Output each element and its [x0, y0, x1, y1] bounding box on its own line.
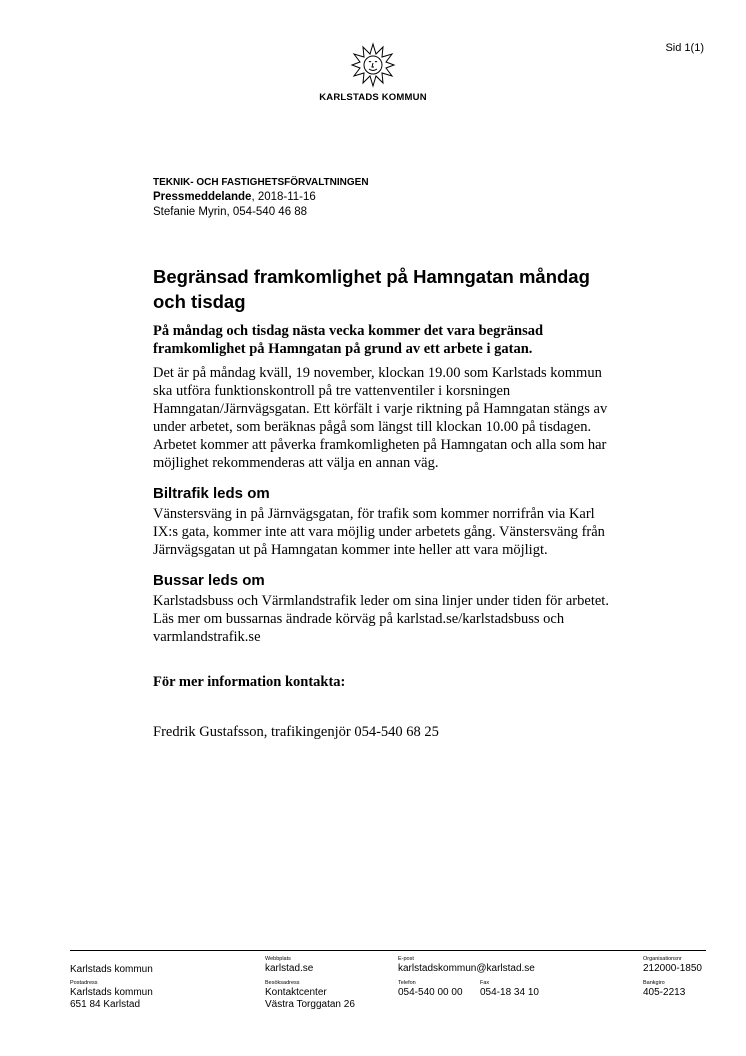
- logo: [0, 42, 746, 103]
- article-intro: Det är på måndag kväll, 19 november, klockan 19.00 som Karlstads kommun ska utföra funktionskontroll på tre vattenventiler i korsningen Hamngatan/Järnvägsgatan. Ett körfält i varje riktning på Hamngatan stängs av under arbetet, som beräknas pågå som längst till klockan 10.00 på tisdagen. Arbetet kommer att påverka framkomligheten på Hamngatan och alla som har möjlighet rekommenderas att välja en annan väg.: [153, 365, 608, 471]
- footer-phone: [398, 980, 463, 999]
- footer-bankgiro-label: Bankgiro: [643, 980, 665, 986]
- footer-org-name: Karlstads kommun: [70, 964, 153, 975]
- contact-line: Stefanie Myrin, 054-540 46 88: [153, 206, 308, 218]
- footer-org: [70, 964, 153, 976]
- footer-email: [398, 956, 535, 975]
- footer-post-line1: Karlstads kommun: [70, 987, 153, 998]
- article-title: Begränsad framkomlighet på Hamngatan måndag och tisdag: [153, 266, 590, 312]
- contact-heading: För mer information kontakta:: [153, 674, 346, 690]
- contact-person: Fredrik Gustafsson, trafikingenjör 054-540 68 25: [153, 724, 439, 740]
- footer-web-value: karlstad.se: [265, 963, 314, 974]
- footer-post: [70, 980, 153, 1011]
- article: [153, 264, 623, 741]
- article-lead: På måndag och tisdag nästa vecka kommer det vara begränsad framkomlighet på Hamngatan på grund av ett arbete i gatan.: [153, 323, 544, 357]
- footer-bankgiro-value: 405-2213: [643, 987, 686, 998]
- page-number: Sid 1(1): [665, 42, 704, 54]
- department-name: TEKNIK- OCH FASTIGHETSFÖRVALTNINGEN: [153, 177, 369, 188]
- footer-phone-value: 054-540 00 00: [398, 987, 463, 998]
- footer-orgnr-label: Organisationsnr: [643, 956, 682, 962]
- press-label: Pressmeddelande: [153, 191, 252, 203]
- section-heading-biltrafik: Biltrafik leds om: [153, 485, 270, 502]
- footer-visit-line2: Västra Torggatan 26: [265, 999, 355, 1010]
- section-text-biltrafik: Vänstersväng in på Järnvägsgatan, för trafik som kommer norrifrån via Karl IX:s gata, kommer inte att vara möjlig under arbetets gång. Vänstersväng från Järnvägsgatan ut på Hamngatan kommer inte heller att vara möjligt.: [153, 506, 605, 558]
- footer-orgnr: [643, 956, 702, 975]
- section-heading-bussar: Bussar leds om: [153, 572, 265, 589]
- footer-orgnr-value: 212000-1850: [643, 963, 702, 974]
- press-line: [153, 190, 623, 205]
- footer-email-value: karlstadskommun@karlstad.se: [398, 963, 535, 974]
- logo-text: KARLSTADS KOMMUN: [319, 92, 427, 103]
- footer-email-label: E-post: [398, 956, 414, 962]
- footer-bankgiro: [643, 980, 685, 999]
- press-date: , 2018-11-16: [251, 191, 316, 203]
- footer-post-line2: 651 84 Karlstad: [70, 999, 141, 1010]
- footer-visit-label: Besöksadress: [265, 980, 300, 986]
- footer-web-label: Webbplats: [265, 956, 291, 962]
- section-text-bussar: Karlstadsbuss och Värmlandstrafik leder om sina linjer under tiden för arbetet. Läs mer om bussarnas ändrade körväg på karlstad.se/karlstadsbuss och varmlandstrafik.se: [153, 593, 609, 645]
- footer-fax: [480, 980, 539, 999]
- footer-visit: [265, 980, 355, 1011]
- footer-post-label: Postadress: [70, 980, 98, 986]
- footer-web: [265, 956, 313, 975]
- footer-phone-label: Telefon: [398, 980, 416, 986]
- footer: [70, 950, 706, 1010]
- header-block: [153, 175, 623, 220]
- footer-fax-label: Fax: [480, 980, 490, 986]
- footer-visit-line1: Kontaktcenter: [265, 987, 327, 998]
- sun-face-icon: [350, 42, 396, 88]
- footer-fax-value: 054-18 34 10: [480, 987, 539, 998]
